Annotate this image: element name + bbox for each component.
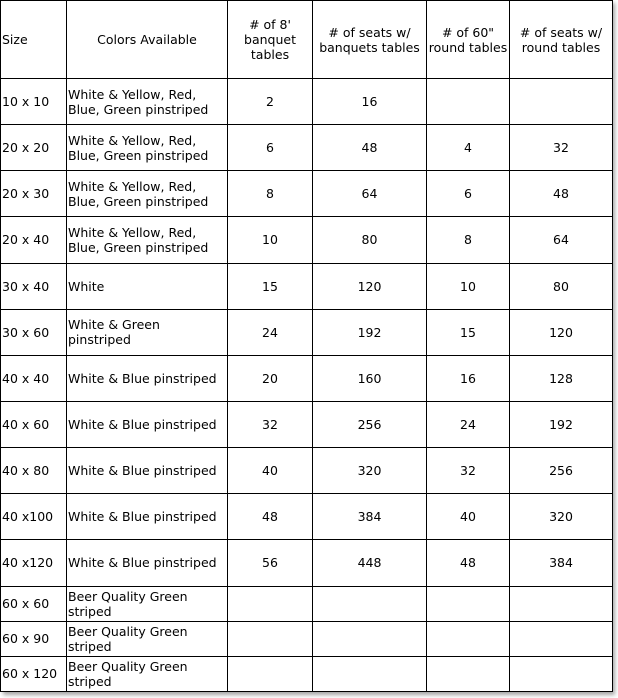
cell-size: 30 x 40	[1, 263, 67, 309]
table-row	[1, 621, 613, 656]
cell-banquet-tables	[228, 656, 313, 691]
table-row	[1, 494, 613, 540]
table-row	[1, 263, 613, 309]
cell-banquet-seats: 48	[313, 125, 427, 171]
cell-round-tables	[427, 621, 510, 656]
cell-round-tables: 32	[427, 448, 510, 494]
cell-banquet-tables: 20	[228, 355, 313, 401]
cell-round-tables: 15	[427, 309, 510, 355]
cell-round-seats: 80	[510, 263, 613, 309]
cell-colors: White & Blue pinstriped	[67, 355, 228, 401]
cell-banquet-seats	[313, 621, 427, 656]
table-row	[1, 401, 613, 447]
cell-banquet-tables: 24	[228, 309, 313, 355]
cell-size: 40 x120	[1, 540, 67, 586]
cell-round-seats: 128	[510, 355, 613, 401]
cell-banquet-seats: 64	[313, 171, 427, 217]
cell-banquet-tables: 10	[228, 217, 313, 263]
cell-round-seats: 384	[510, 540, 613, 586]
cell-banquet-seats: 320	[313, 448, 427, 494]
cell-banquet-tables: 15	[228, 263, 313, 309]
table-row	[1, 448, 613, 494]
cell-round-seats	[510, 79, 613, 125]
cell-round-tables: 16	[427, 355, 510, 401]
table-row	[1, 309, 613, 355]
cell-round-seats: 120	[510, 309, 613, 355]
cell-size: 20 x 20	[1, 125, 67, 171]
cell-banquet-seats: 256	[313, 401, 427, 447]
cell-colors: White & Yellow, Red, Blue, Green pinstriped	[67, 79, 228, 125]
cell-banquet-seats	[313, 586, 427, 621]
cell-colors: White & Yellow, Red, Blue, Green pinstriped	[67, 125, 228, 171]
cell-colors: White & Blue pinstriped	[67, 401, 228, 447]
cell-banquet-tables: 2	[228, 79, 313, 125]
cell-size: 40 x 60	[1, 401, 67, 447]
cell-banquet-seats	[313, 656, 427, 691]
table-row	[1, 125, 613, 171]
header-row	[1, 1, 613, 79]
cell-banquet-seats: 16	[313, 79, 427, 125]
cell-round-seats: 256	[510, 448, 613, 494]
cell-banquet-tables: 40	[228, 448, 313, 494]
header-round-seats: # of seats w/ round tables	[510, 1, 613, 79]
cell-round-seats	[510, 656, 613, 691]
cell-colors: White & Blue pinstriped	[67, 448, 228, 494]
cell-colors: Beer Quality Green striped	[67, 656, 228, 691]
cell-round-tables: 24	[427, 401, 510, 447]
cell-banquet-seats: 160	[313, 355, 427, 401]
cell-colors: White & Yellow, Red, Blue, Green pinstriped	[67, 171, 228, 217]
table-row	[1, 171, 613, 217]
cell-colors: Beer Quality Green striped	[67, 586, 228, 621]
cell-colors: White & Blue pinstriped	[67, 540, 228, 586]
table-row	[1, 586, 613, 621]
cell-banquet-tables	[228, 586, 313, 621]
cell-banquet-tables: 32	[228, 401, 313, 447]
cell-size: 20 x 40	[1, 217, 67, 263]
cell-round-seats: 320	[510, 494, 613, 540]
cell-round-tables	[427, 79, 510, 125]
cell-round-seats: 192	[510, 401, 613, 447]
header-banquet-seats: # of seats w/ banquets tables	[313, 1, 427, 79]
cell-size: 10 x 10	[1, 79, 67, 125]
cell-banquet-tables: 48	[228, 494, 313, 540]
cell-size: 20 x 30	[1, 171, 67, 217]
cell-size: 60 x 90	[1, 621, 67, 656]
cell-size: 40 x 40	[1, 355, 67, 401]
cell-size: 30 x 60	[1, 309, 67, 355]
cell-colors: White & Green pinstriped	[67, 309, 228, 355]
cell-colors: White	[67, 263, 228, 309]
cell-banquet-seats: 120	[313, 263, 427, 309]
table-row	[1, 656, 613, 691]
cell-size: 40 x 80	[1, 448, 67, 494]
cell-size: 60 x 120	[1, 656, 67, 691]
cell-round-seats	[510, 586, 613, 621]
cell-banquet-seats: 192	[313, 309, 427, 355]
cell-banquet-tables: 56	[228, 540, 313, 586]
cell-round-seats: 64	[510, 217, 613, 263]
cell-colors: White & Blue pinstriped	[67, 494, 228, 540]
table-row	[1, 540, 613, 586]
header-round-tables: # of 60" round tables	[427, 1, 510, 79]
cell-banquet-tables	[228, 621, 313, 656]
cell-round-seats: 48	[510, 171, 613, 217]
cell-round-tables: 4	[427, 125, 510, 171]
table-row	[1, 217, 613, 263]
cell-round-tables: 6	[427, 171, 510, 217]
cell-round-seats: 32	[510, 125, 613, 171]
cell-banquet-seats: 384	[313, 494, 427, 540]
cell-round-tables: 40	[427, 494, 510, 540]
cell-banquet-tables: 6	[228, 125, 313, 171]
cell-round-tables	[427, 586, 510, 621]
cell-round-tables: 48	[427, 540, 510, 586]
cell-banquet-tables: 8	[228, 171, 313, 217]
header-banquet-tables: # of 8' banquet tables	[228, 1, 313, 79]
table-row	[1, 79, 613, 125]
cell-round-tables: 8	[427, 217, 510, 263]
cell-size: 60 x 60	[1, 586, 67, 621]
table-row	[1, 355, 613, 401]
cell-banquet-seats: 80	[313, 217, 427, 263]
cell-banquet-seats: 448	[313, 540, 427, 586]
cell-round-tables: 10	[427, 263, 510, 309]
header-colors: Colors Available	[67, 1, 228, 79]
cell-round-seats	[510, 621, 613, 656]
cell-colors: White & Yellow, Red, Blue, Green pinstriped	[67, 217, 228, 263]
cell-colors: Beer Quality Green striped	[67, 621, 228, 656]
cell-round-tables	[427, 656, 510, 691]
header-size: Size	[1, 1, 67, 79]
cell-size: 40 x100	[1, 494, 67, 540]
